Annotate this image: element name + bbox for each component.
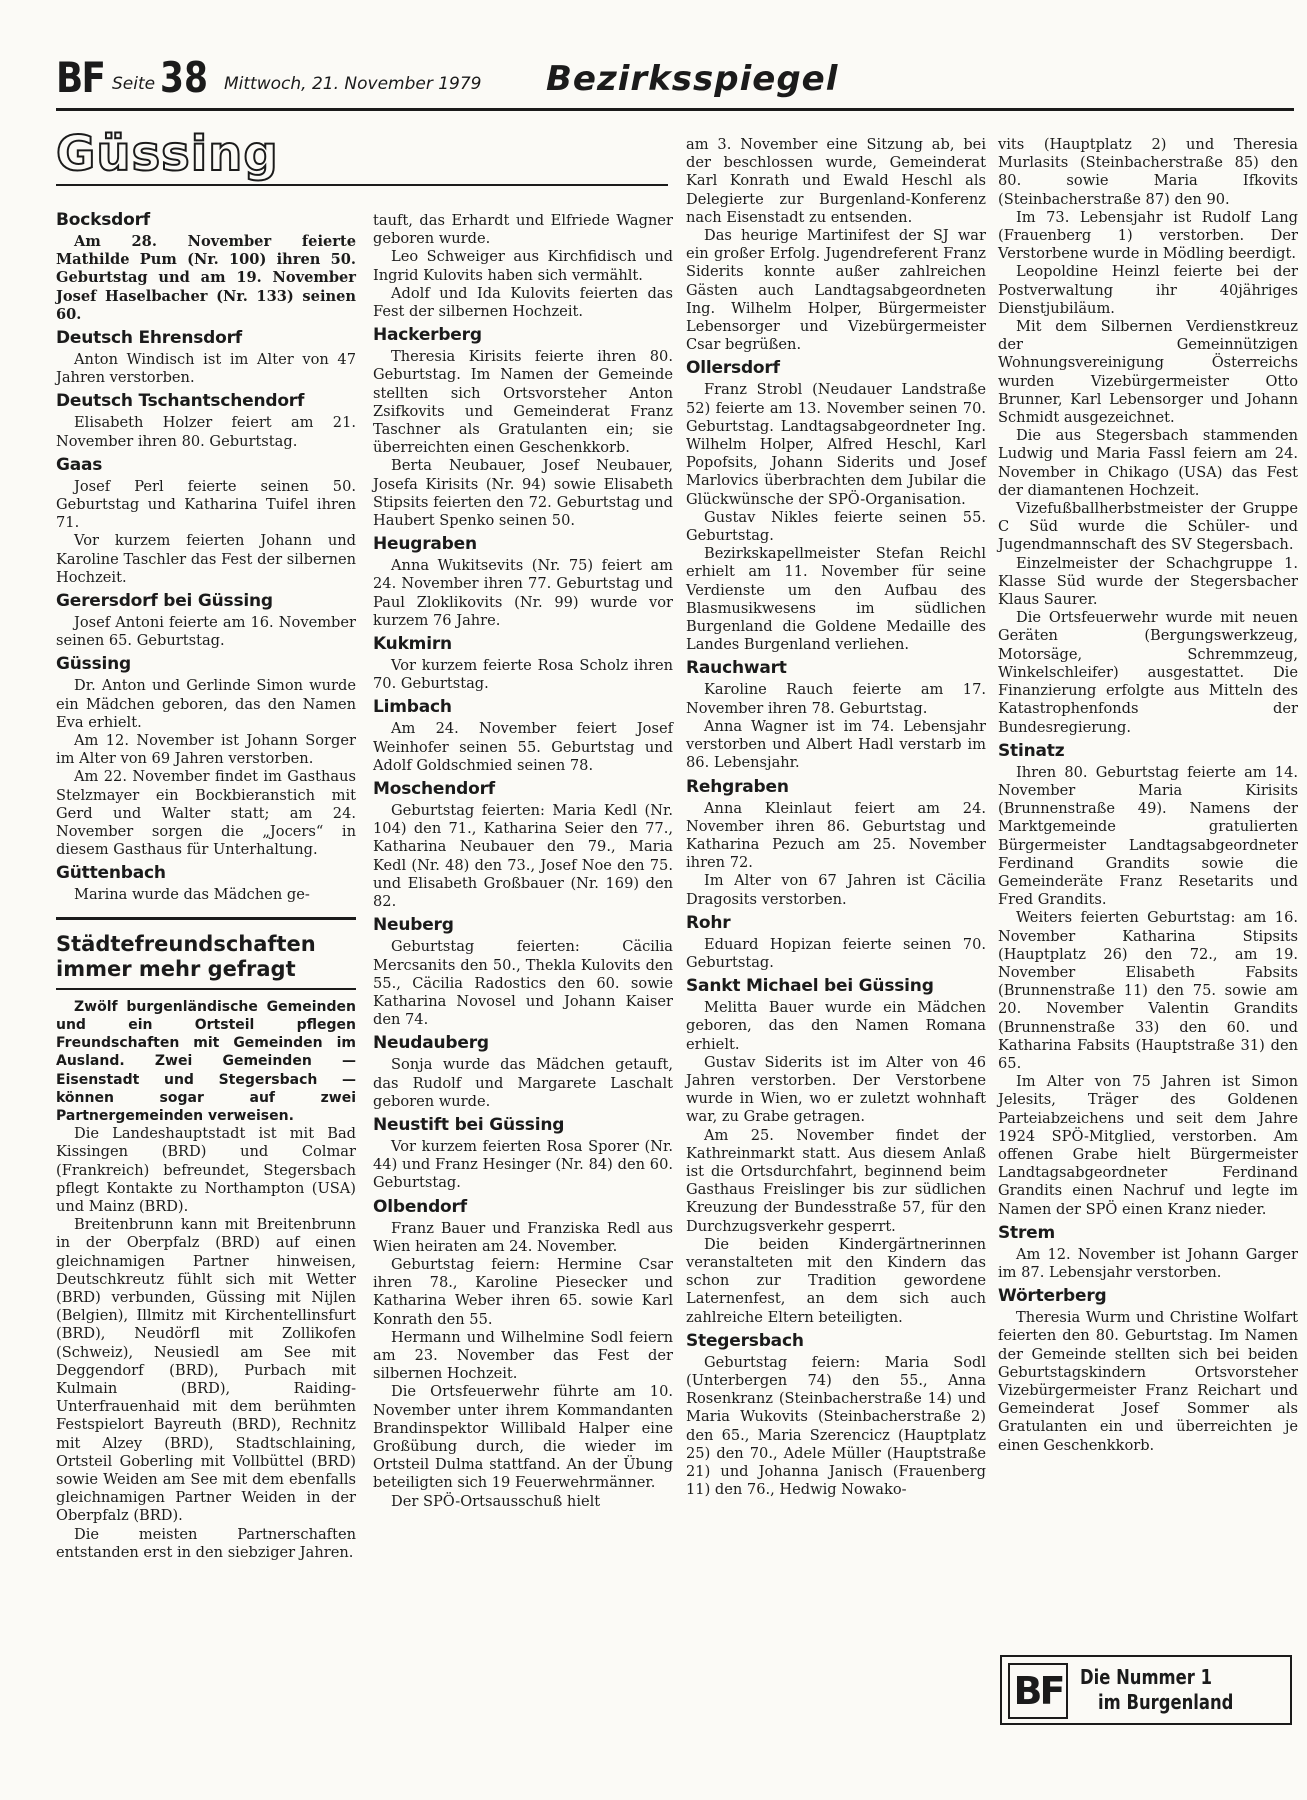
paragraph: Geburtstag feiern: Hermine Csar ihren 78., Karoline Piesecker und Katharina Weber ihren 65. sowie Karl Konrath den 55.	[373, 1255, 673, 1328]
issue-date: Mittwoch, 21. November 1979	[224, 74, 482, 94]
paragraph: Melitta Bauer wurde ein Mädchen geboren, das den Namen Romana erhielt.	[686, 999, 986, 1053]
article-lead: Zwölf burgenländische Gemeinden und ein Ortsteil pflegen Freundschaften mit Gemeinden im Ausland. Zwei Gemeinden — Eisenstadt und Stegersbach — können sogar auf zwei Partnergemeinden verweisen.	[56, 988, 356, 1125]
paragraph: Berta Neubauer, Josef Neubauer, Josefa Kirisits (Nr. 94) sowie Elisabeth Stipsits feierten den 72. Geburtstag und Haubert Spenko seinen 50.	[373, 457, 673, 530]
paragraph: Die Ortsfeuerwehr wurde mit neuen Geräten (Bergungswerkzeug, Motorsäge, Schremmzeug, Winkelschleifer) ausgestattet. Die Finanzierung erfolgte aus Mitteln des Katastrophenfonds der Bundesregierung.	[998, 609, 1298, 736]
paragraph: Hermann und Wilhelmine Sodl feiern am 23. November das Fest der silbernen Hochzeit.	[373, 1328, 673, 1383]
paragraph: Josef Perl feierte seinen 50. Geburtstag und Katharina Tuifel ihren 71.	[56, 477, 356, 532]
paragraph: Vizefußballherbstmeister der Gruppe C Süd wurde die Schüler- und Jugendmannschaft des SV Stegersbach.	[998, 500, 1298, 554]
column-1	[56, 210, 356, 1562]
paragraph: Sonja wurde das Mädchen getauft, das Rudolf und Margarete Laschalt geboren wurde.	[373, 1056, 673, 1110]
paragraph: Dr. Anton und Gerlinde Simon wurde ein Mädchen geboren, das den Namen Eva erhielt.	[56, 677, 356, 731]
paragraph: Einzelmeister der Schachgruppe 1. Klasse Süd wurde der Stegersbacher Klaus Saurer.	[998, 554, 1298, 609]
heading-rauchwart: Rauchwart	[686, 658, 787, 679]
heading-neustift: Neustift bei Güssing	[373, 1114, 565, 1135]
heading-strem: Strem	[998, 1222, 1055, 1243]
paragraph: Anna Wukitsevits (Nr. 75) feiert am 24. November ihren 77. Geburtstag und Paul Zloklikovits (Nr. 99) wurde vor kurzem 76 Jahre.	[373, 557, 673, 629]
paragraph: Mit dem Silbernen Verdienstkreuz der Gemeinnützigen Wohnungsvereinigung Österreichs wurden Vizebürgermeister Otto Brunner, Karl Lebensorger und Johann Schmidt ausgezeichnet.	[998, 318, 1298, 427]
heading-gaas: Gaas	[56, 454, 103, 475]
page-label: Seite	[112, 74, 156, 94]
promo-line-2: im Burgenland	[1098, 1690, 1234, 1714]
paragraph: Anton Windisch ist im Alter von 47 Jahren verstorben.	[56, 351, 356, 387]
masthead-logo: BF	[56, 53, 105, 102]
heading-stegersbach: Stegersbach	[686, 1330, 804, 1351]
paragraph: Breitenbrunn kann mit Breitenbrunn in der Oberpfalz (BRD) auf einen gleichnamigen Partner hinweisen, Deutschkreutz fühlt sich mit Wetter (BRD) verbunden, Güssing mit Nijlen (Belgien), Illmitz mit Kirchentellinsfurt (BRD), Neudörfl mit Zollikofen (Schweiz), Neusiedl am See mit Deggendorf (BRD), Purbach mit Kulmain (BRD), Raiding-Unterfrauenhaid mit dem berühmten Festspielort Bayreuth (BRD), Rechnitz mit Alzey (BRD), Stadtschlaining, Ortsteil Goberling mit Vollbüttel (BRD) sowie Weiden am See mit dem ebenfalls gleichnamigen Partner Weiden in der Oberpfalz (BRD).	[56, 1216, 356, 1525]
paragraph: Am 12. November ist Johann Garger im 87. Lebensjahr verstorben.	[998, 1245, 1298, 1281]
paragraph: Geburtstag feiern: Maria Sodl (Unterbergen 74) den 55., Anna Rosenkranz (Steinbacherstraße 14) und Maria Wukovits (Steinbacherstraße 2) den 65., Maria Szerencicz (Hauptplatz 25) den 70., Adele Müller (Hauptstraße 21) und Johanna Janisch (Frauenberg 11) den 76., Hedwig Nowako-	[686, 1353, 986, 1499]
paragraph: Das heurige Martinifest der SJ war ein großer Erfolg. Jugendreferent Franz Siderits konnte außer zahlreichen Gästen auch Landtagsabgeordneten Ing. Wilhelm Holper, Bürgermeister Lebensorger und Vizebürgermeister Csar begrüßen.	[686, 227, 986, 354]
heading-kukmirn: Kukmirn	[373, 634, 452, 655]
locality-rule	[56, 184, 668, 186]
paragraph: Franz Strobl (Neudauer Landstraße 52) feierte am 13. November seinen 70. Geburtstag. Landtagsabgeordneter Ing. Wilhelm Holper, Alfred Heschl, Karl Popofsits, Johann Siderits und Josef Marlovics überbrachten dem Jubilar die Glückwünsche der SPÖ-Organisation.	[686, 381, 986, 508]
heading-deutsch-ehrensdorf: Deutsch Ehrensdorf	[56, 328, 242, 349]
paragraph: Ihren 80. Geburtstag feierte am 14. November Maria Kirisits (Brunnenstraße 49). Namens der Marktgemeinde gratulierten Bürgermeister Landtagsabgeordneter Ferdinand Grandits sowie die Gemeinderäte Franz Resetarits und Fred Grandits.	[998, 763, 1298, 909]
paragraph: Bezirkskapellmeister Stefan Reichl erhielt am 11. November für seine Verdienste um den Aufbau des Blasmusikwesens im südlichen Burgenland die Goldene Medaille des Landes Burgenland verliehen.	[686, 545, 986, 654]
paragraph: Im Alter von 67 Jahren ist Cäcilia Dragosits verstorben.	[686, 872, 986, 908]
paragraph: am 3. November eine Sitzung ab, bei der beschlossen wurde, Gemeinderat Karl Konrath und Ewald Heschl als Delegierte zur Burgenland-Konferenz nach Eisenstadt zu entsenden.	[686, 136, 986, 226]
heading-olbendorf: Olbendorf	[373, 1196, 467, 1217]
section-title: Bezirksspiegel	[546, 59, 839, 99]
paragraph: Anna Kleinlaut feiert am 24. November ihren 86. Geburtstag und Katharina Pezuch am 25. November ihren 72.	[686, 799, 986, 872]
paragraph: Geburtstag feierten: Cäcilia Mercsanits den 50., Thekla Kulovits den 55., Cäcilia Radostics den 60. sowie Katharina Novosel und Johann Kaiser den 74.	[373, 938, 673, 1029]
heading-limbach: Limbach	[373, 697, 452, 718]
heading-neudauberg: Neudauberg	[373, 1033, 489, 1054]
heading-rehgraben: Rehgraben	[686, 776, 789, 797]
paragraph: Anna Wagner ist im 74. Lebensjahr verstorben und Albert Hadl verstarb im 86. Lebensjahr.	[686, 717, 986, 772]
paragraph: Am 28. November feierte Mathilde Pum (Nr. 100) ihren 50. Geburtstag und am 19. November Josef Haselbacher (Nr. 133) seinen 60.	[56, 233, 356, 323]
paragraph: Am 12. November ist Johann Sorger im Alter von 69 Jahren verstorben.	[56, 732, 356, 768]
paragraph: Die meisten Partnerschaften entstanden erst in den siebziger Jahren.	[56, 1525, 356, 1561]
masthead-rule	[56, 108, 1294, 111]
heading-moschendorf: Moschendorf	[373, 779, 495, 800]
paragraph: Die Landeshauptstadt ist mit Bad Kissingen (BRD) und Colmar (Frankreich) befreundet, Stegersbach pflegt Kontakte zu Northampton (USA) und Mainz (BRD).	[56, 1125, 356, 1215]
paragraph: Gustav Nikles feierte seinen 55. Geburtstag.	[686, 508, 986, 545]
promo-box	[1000, 1655, 1292, 1725]
heading-stinatz: Stinatz	[998, 740, 1065, 761]
paragraph: Die Ortsfeuerwehr führte am 10. November unter ihrem Kommandanten Brandinspektor Willibald Halper eine Großübung durch, die wieder im Ortsteil Dulma stattfand. An der Übung beteiligten sich 19 Feuerwehrmänner.	[373, 1383, 673, 1492]
masthead	[56, 53, 1294, 104]
paragraph: Theresia Kirisits feierte ihren 80. Geburtstag. Im Namen der Gemeinde stellten sich Ortsvorsteher Anton Zsifkovits und Gemeinderat Franz Taschner als Gratulanten ein; sie überreichten einen Geschenkkorb.	[373, 348, 673, 457]
promo-logo: BF	[1008, 1663, 1068, 1719]
paragraph: vits (Hauptplatz 2) und Theresia Murlasits (Steinbacherstraße 85) den 80. sowie Maria Ifkovits (Steinbacherstraße 87) den 90.	[998, 136, 1298, 208]
heading-bocksdorf: Bocksdorf	[56, 210, 150, 230]
paragraph: Marina wurde das Mädchen ge-	[74, 886, 310, 904]
paragraph: Vor kurzem feierten Rosa Sporer (Nr. 44) und Franz Hesinger (Nr. 84) den 60. Geburtstag.	[373, 1137, 673, 1192]
paragraph: Theresia Wurm und Christine Wolfart feierten den 80. Geburtstag. Im Namen der Gemeinde stellten sich bei beiden Geburtstagskindern Ortsvorsteher Vizebürgermeister Franz Reichart und Gemeinderat Josef Sommer als Gratulanten ein und überreichten je einen Geschenkkorb.	[998, 1309, 1298, 1454]
promo-line-1: Die Nummer 1	[1080, 1665, 1212, 1689]
paragraph: Adolf und Ida Kulovits feierten das Fest der silbernen Hochzeit.	[373, 284, 673, 321]
paragraph: Elisabeth Holzer feiert am 21. November ihren 80. Geburtstag.	[56, 414, 356, 450]
column-4	[998, 136, 1298, 1455]
heading-deutsch-tschantschendorf: Deutsch Tschantschendorf	[56, 391, 305, 412]
paragraph: Im Alter von 75 Jahren ist Simon Jelesits, Träger des Goldenen Parteiabzeichens und seit dem Jahre 1924 SPÖ-Mitglied, verstorben. Am offenen Grabe hielt Bürgermeister Landtagsabgeordneter Ferdinand Grandits einen Nachruf und legte im Namen der SPÖ einen Kranz nieder.	[998, 1073, 1298, 1218]
heading-hackerberg: Hackerberg	[373, 325, 482, 346]
column-3	[686, 136, 986, 1499]
paragraph: Josef Antoni feierte am 16. November seinen 65. Geburtstag.	[56, 614, 356, 650]
paragraph: Der SPÖ-Ortsausschuß hielt	[391, 1492, 601, 1510]
paragraph: Franz Bauer und Franziska Redl aus Wien heiraten am 24. November.	[373, 1219, 673, 1255]
paragraph: tauft, das Erhardt und Elfriede Wagner geboren wurde.	[373, 212, 673, 248]
page-number: 38	[160, 53, 208, 102]
promo-slogan	[1080, 1665, 1233, 1715]
paragraph: Gustav Siderits ist im Alter von 46 Jahren verstorben. Der Verstorbene wurde in Wien, wo er zuletzt wohnhaft war, zu Grabe getragen.	[686, 1053, 986, 1126]
locality-title: Güssing	[56, 126, 279, 182]
heading-heugraben: Heugraben	[373, 534, 477, 555]
paragraph: Die beiden Kindergärtnerinnen veranstalteten mit den Kindern das schon zur Tradition gewordene Laternenfest, an dem sich auch zahlreiche Eltern beteiligten.	[686, 1235, 986, 1326]
paragraph: Eduard Hopizan feierte seinen 70. Geburtstag.	[686, 935, 986, 971]
paragraph: Am 22. November findet im Gasthaus Stelzmayer ein Bockbieranstich mit Gerd und Walter statt; am 24. November sorgen die „Jocers“ in diesem Gasthaus für Unterhaltung.	[56, 768, 356, 859]
article-headline: Städtefreundschaften immer mehr gefragt	[56, 917, 356, 982]
paragraph: Leo Schweiger aus Kirchfidisch und Ingrid Kulovits haben sich vermählt.	[373, 248, 673, 284]
paragraph: Karoline Rauch feierte am 17. November ihren 78. Geburtstag.	[686, 681, 986, 717]
paragraph: Geburtstag feierten: Maria Kedl (Nr. 104) den 71., Katharina Seier den 77., Katharina Neubauer den 79., Maria Kedl (Nr. 48) den 73., Josef Noe den 75. und Elisabeth Großbauer (Nr. 169) den 82.	[373, 802, 673, 911]
heading-gerersdorf: Gerersdorf bei Güssing	[56, 591, 273, 612]
heading-guettenbach: Güttenbach	[56, 863, 166, 884]
heading-ollersdorf: Ollersdorf	[686, 358, 780, 379]
paragraph: Am 24. November feiert Josef Weinhofer seinen 55. Geburtstag und Adolf Goldschmied seinen 78.	[373, 720, 673, 774]
heading-woerterberg: Wörterberg	[998, 1286, 1107, 1307]
column-2	[373, 212, 673, 1511]
heading-rohr: Rohr	[686, 912, 731, 933]
paragraph: Weiters feierten Geburtstag: am 16. November Katharina Stipsits (Hauptplatz 26) den 72., am 19. November Elisabeth Fabsits (Brunnenstraße 11) den 75. sowie am 20. November Valentin Grandits (Brunnenstraße 33) den 60. und Katharina Fabsits (Hauptstraße 31) den 65.	[998, 909, 1298, 1072]
paragraph: Leopoldine Heinzl feierte bei der Postverwaltung ihr 40jähriges Dienstjubiläum.	[998, 263, 1298, 317]
heading-neuberg: Neuberg	[373, 915, 454, 936]
paragraph: Am 25. November findet der Kathreinmarkt statt. Aus diesem Anlaß ist die Ortsdurchfahrt, beginnend beim Gasthaus Freislinger bis zur südlichen Kreuzung der Bundesstraße 57, für den Durchzugsverkehr gesperrt.	[686, 1126, 986, 1235]
paragraph: Vor kurzem feierten Johann und Karoline Taschler das Fest der silbernen Hochzeit.	[56, 532, 356, 586]
heading-guessing: Güssing	[56, 654, 131, 675]
heading-sankt-michael: Sankt Michael bei Güssing	[686, 976, 934, 997]
paragraph: Die aus Stegersbach stammenden Ludwig und Maria Fassl feiern am 24. November in Chikago (USA) das Fest der diamantenen Hochzeit.	[998, 427, 1298, 499]
paragraph: Vor kurzem feierte Rosa Scholz ihren 70. Geburtstag.	[373, 657, 673, 693]
paragraph: Im 73. Lebensjahr ist Rudolf Lang (Frauenberg 1) verstorben. Der Verstorbene wurde in Mödling beerdigt.	[998, 208, 1298, 263]
